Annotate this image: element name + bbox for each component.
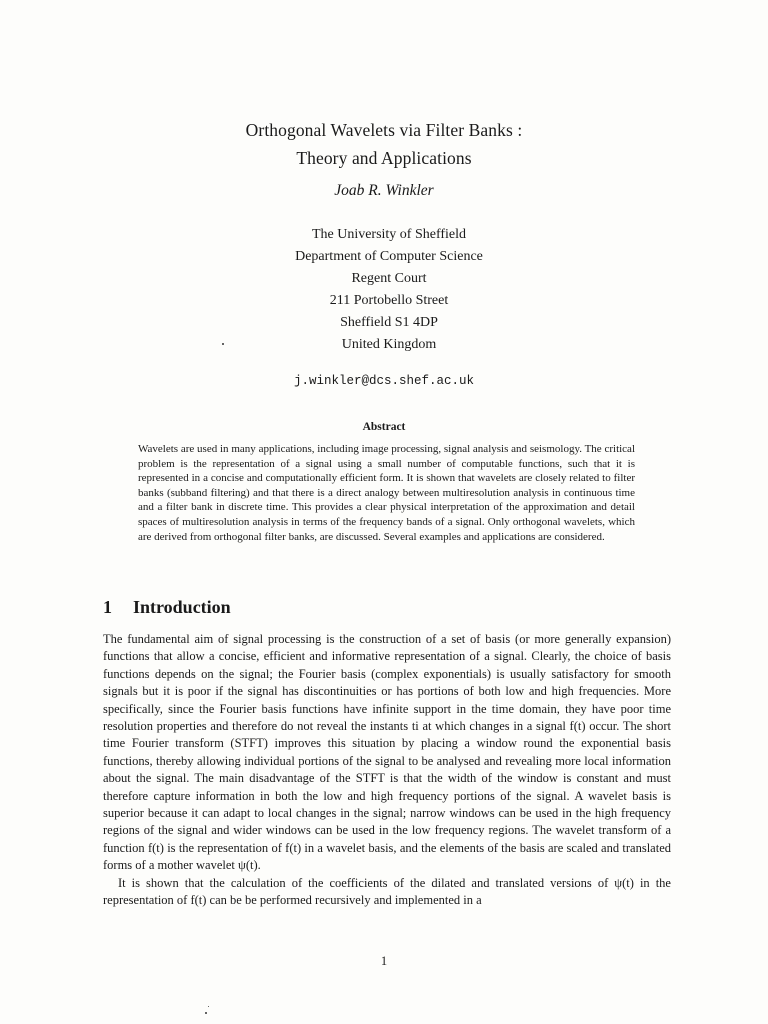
affiliation-line: The University of Sheffield (311, 227, 467, 242)
affiliation-line: Regent Court (351, 271, 427, 286)
abstract-heading: Abstract (362, 421, 406, 433)
affiliation-block (0, 224, 768, 356)
introduction-body (103, 631, 671, 910)
section-number: 1 (103, 597, 112, 617)
section-title: Introduction (133, 597, 231, 617)
page-number: 1 (380, 954, 388, 968)
paper-title (0, 116, 768, 172)
affiliation-line: Sheffield S1 4DP (340, 315, 438, 330)
abstract-text: Wavelets are used in many applications, including image processing, signal analysis and seismology. The critical problem is the representation of a signal using a small number of computable functions, such that it is represented in a concise and computationally efficient form. It is shown that wavelets are closely related to filter banks (subband filtering) and that there is a direct analogy between multiresolution analysis in continuous time and a filter bank in discrete time. This provides a clear physical interpretation of the approximation and detail spaces of multiresolution analysis in terms of the frequency bands of a signal. Only orthogonal wavelets, which are derived from orthogonal filter banks, are discussed. Several examples and applications are considered. (138, 443, 635, 543)
author-name: Joab R. Winkler (334, 182, 434, 199)
scan-speck (208, 1006, 209, 1007)
section-heading (103, 597, 231, 618)
scan-speck (205, 1012, 207, 1014)
author-email: j.winkler@dcs.shef.ac.uk (293, 374, 475, 388)
scan-speck (222, 343, 224, 345)
affiliation-line: Department of Computer Science (295, 249, 483, 264)
intro-paragraph: It is shown that the calculation of the coefficients of the dilated and translated versions of ψ(t) in the representation of f(t) can be be performed recursively and implemented in a (103, 875, 671, 908)
title-line-2: Theory and Applications (296, 148, 472, 168)
title-line-1: Orthogonal Wavelets via Filter Banks : (245, 120, 523, 140)
affiliation-line: United Kingdom (341, 337, 437, 352)
affiliation-line: 211 Portobello Street (329, 293, 449, 308)
intro-paragraph: The fundamental aim of signal processing is the construction of a set of basis (or more generally expansion) functions that allow a concise, efficient and informative representation of a signal. Clearly, the choice of basis functions depends on the signal; the Fourier basis (complex exponentials) is usually satisfactory for smooth signals but it is poor if the signal has discontinuities or has portions of both low and high frequencies. More specifically, since the Fourier basis functions have infinite support in the time domain, they have poor time resolution properties and therefore do not reveal the instants ti at which changes in a signal f(t) occur. The short time Fourier transform (STFT) improves this situation by placing a window round the exponential basis functions, thereby allowing individual portions of the signal to be analysed and revealing more local information about the signal. The main disadvantage of the STFT is that the width of the window is constant and must therefore capture information in both the low and high frequency portions of the signal. A wavelet basis is superior because it can adapt to local changes in the signal; narrow windows can be used in the high frequency regions of the signal and wider windows can be used in the low frequency regions. The wavelet transform of a function f(t) is the representation of f(t) in a wavelet basis, and the elements of the basis are scaled and translated forms of a mother wavelet ψ(t). (103, 632, 671, 873)
